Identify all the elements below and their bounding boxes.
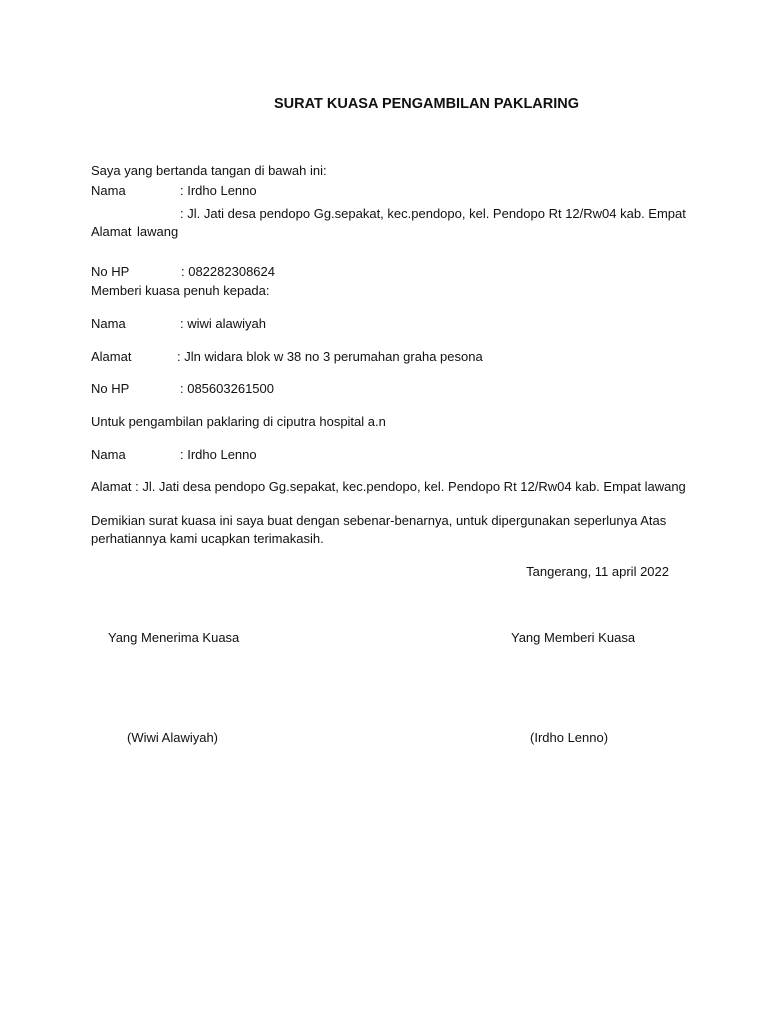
- giver-phone-value: : 082282308624: [181, 264, 275, 279]
- giver-name-label: Nama: [91, 183, 126, 198]
- right-signature-heading: Yang Memberi Kuasa: [511, 630, 636, 645]
- giver-phone-label: No HP: [91, 264, 130, 279]
- left-signature-name: (Wiwi Alawiyah): [127, 730, 219, 745]
- giver-address-line1: : Jl. Jati desa pendopo Gg.sepakat, kec.pendopo, kel. Pendopo Rt 12/Rw04 kab. Empat: [180, 206, 686, 221]
- receiver-phone-label: No HP: [91, 381, 130, 396]
- purpose-text: Untuk pengambilan paklaring di ciputra hospital a.n: [91, 414, 386, 429]
- subject-address-value: : Jl. Jati desa pendopo Gg.sepakat, kec.pendopo, kel. Pendopo Rt 12/Rw04 kab. Empat lawang: [135, 479, 686, 494]
- receiver-name-label: Nama: [91, 316, 126, 331]
- subject-address-line: [91, 478, 686, 495]
- giver-address-line2: lawang: [137, 224, 179, 239]
- receiver-address-value: : Jln widara blok w 38 no 3 perumahan graha pesona: [177, 349, 483, 364]
- grant-text: Memberi kuasa penuh kepada:: [91, 283, 270, 298]
- left-signature-heading: Yang Menerima Kuasa: [108, 630, 240, 645]
- place-date: Tangerang, 11 april 2022: [526, 564, 669, 579]
- giver-address-label: Alamat: [91, 224, 132, 239]
- closing-line1: Demikian surat kuasa ini saya buat dengan sebenar-benarnya, untuk dipergunakan seperlunya Atas: [91, 513, 667, 528]
- receiver-phone-value: : 085603261500: [180, 381, 274, 396]
- subject-address-label: Alamat: [91, 479, 132, 494]
- subject-name-value: : Irdho Lenno: [180, 447, 257, 462]
- receiver-name-value: : wiwi alawiyah: [180, 316, 266, 331]
- intro-text: Saya yang bertanda tangan di bawah ini:: [91, 163, 327, 178]
- document-title: SURAT KUASA PENGAMBILAN PAKLARING: [274, 96, 580, 112]
- giver-name-value: : Irdho Lenno: [180, 183, 257, 198]
- right-signature-name: (Irdho Lenno): [530, 730, 609, 745]
- subject-name-label: Nama: [91, 447, 126, 462]
- receiver-address-label: Alamat: [91, 349, 132, 364]
- closing-line2: perhatiannya kami ucapkan terimakasih.: [91, 531, 324, 546]
